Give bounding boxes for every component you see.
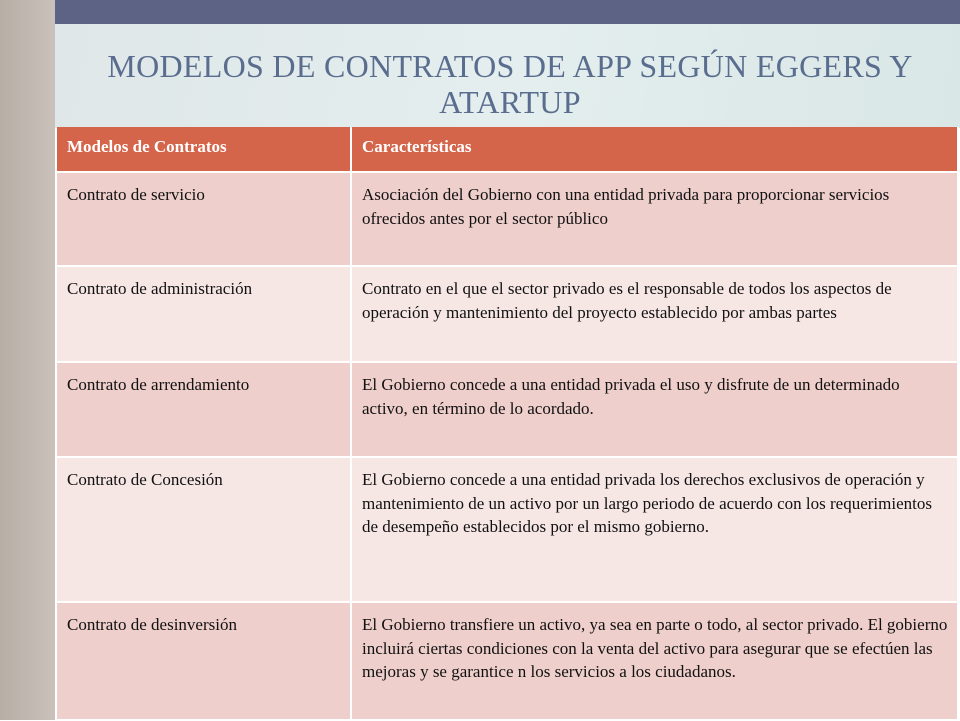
header-models: Modelos de Contratos [57, 127, 351, 172]
contract-description-cell: Asociación del Gobierno con una entidad privada para proporcionar servicios ofrecidos antes por el sector público [351, 172, 958, 266]
table-row [57, 362, 958, 457]
table-row [57, 172, 958, 266]
contract-description-cell: El Gobierno transfiere un activo, ya sea en parte o todo, al sector privado. El gobierno incluirá ciertas condiciones con la venta del activo para asegurar que se efectúen las mejoras y se garantice n los servicios a los ciudadanos. [351, 602, 958, 720]
contract-model-cell: Contrato de administración [57, 266, 351, 362]
table-row [57, 457, 958, 602]
left-decorative-bar [0, 0, 55, 720]
table-header-row [57, 127, 958, 172]
contract-model-cell: Contrato de Concesión [57, 457, 351, 602]
contracts-table [57, 127, 959, 721]
top-decorative-band [55, 0, 960, 24]
table-row [57, 602, 958, 720]
contract-description-cell: El Gobierno concede a una entidad privada los derechos exclusivos de operación y mantenimiento de un activo por un largo periodo de acuerdo con los requerimientos de desempeño establecidos por el mismo gobierno. [351, 457, 958, 602]
table-row [57, 266, 958, 362]
contract-model-cell: Contrato de desinversión [57, 602, 351, 720]
slide-title: MODELOS DE CONTRATOS DE APP SEGÚN EGGERS Y ATARTUP [107, 48, 913, 120]
header-characteristics: Características [351, 127, 958, 172]
contract-model-cell: Contrato de arrendamiento [57, 362, 351, 457]
contract-model-cell: Contrato de servicio [57, 172, 351, 266]
contract-description-cell: Contrato en el que el sector privado es el responsable de todos los aspectos de operación y mantenimiento del proyecto establecido por ambas partes [351, 266, 958, 362]
contract-description-cell: El Gobierno concede a una entidad privada el uso y disfrute de un determinado activo, en término de lo acordado. [351, 362, 958, 457]
